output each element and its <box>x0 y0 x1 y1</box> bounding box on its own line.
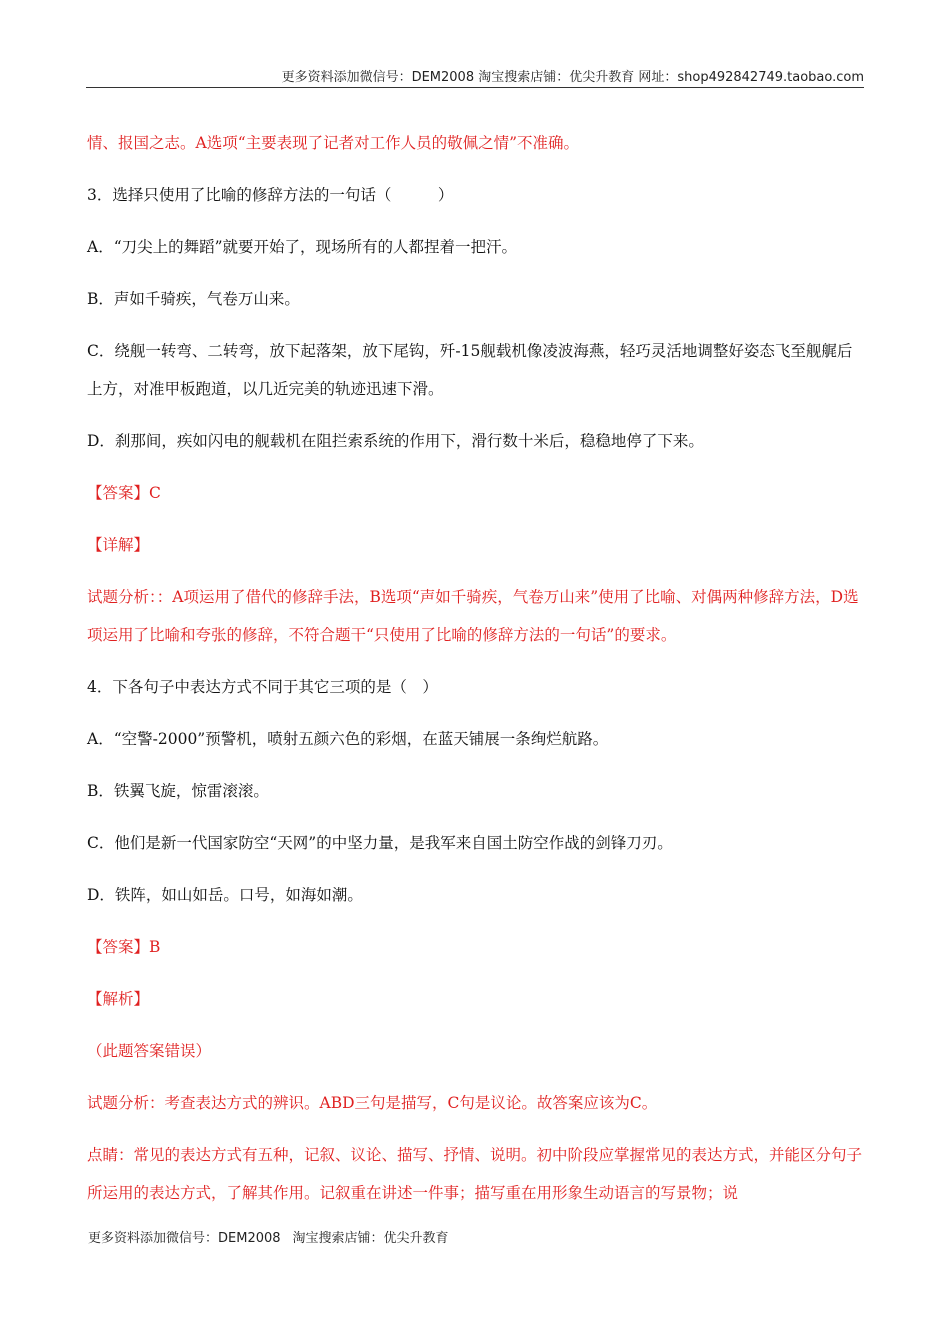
q4-points: 点睛：常见的表达方式有五种，记叙、议论、描写、抒情、说明。初中阶段应掌握常见的表达方式，并能区分句子所运用的表达方式，了解其作用。记叙重在讲述一件事；描写重在用形象生动语言的写景物；说 <box>87 1146 863 1202</box>
page-header: 更多资料添加微信号：DEM2008 淘宝搜索店铺：优尖升教育 网址：shop492842749.taobao.com <box>281 70 864 85</box>
q3-analysis: 试题分析：：A项运用了借代的修辞手法，B选项“声如千骑疾，气卷万山来”使用了比喻、对偶两种修辞方法，D选项运用了比喻和夸张的修辞，不符合题干“只使用了比喻的修辞方法的一句话”的要求。 <box>87 588 859 644</box>
q4-option-b: B．铁翼飞旋，惊雷滚滚。 <box>87 782 269 800</box>
q4-stem: 4．下各句子中表达方式不同于其它三项的是（ ） <box>87 678 438 696</box>
q4-option-a: A．“空警-2000”预警机，喷射五颜六色的彩烟，在蓝天铺展一条绚烂航路。 <box>87 730 609 748</box>
q4-answer: 【答案】B <box>87 938 161 956</box>
q3-option-d: D．刹那间，疾如闪电的舰载机在阻拦索系统的作用下，滑行数十米后，稳稳地停了下来。 <box>87 432 704 450</box>
q3-option-c: C．绕舰一转弯、二转弯，放下起落架，放下尾钩，歼-15舰载机像凌波海燕，轻巧灵活地调整好姿态飞至舰艉后上方，对准甲板跑道，以几近完美的轨迹迅速下滑。 <box>87 342 853 398</box>
q4-option-d: D．铁阵，如山如岳。口号，如海如潮。 <box>87 886 363 904</box>
q2-analysis-tail: 情、报国之志。A选项“主要表现了记者对工作人员的敬佩之情”不准确。 <box>87 134 580 152</box>
q3-answer: 【答案】C <box>87 484 161 502</box>
q3-option-a: A．“刀尖上的舞蹈”就要开始了，现场所有的人都捏着一把汗。 <box>87 238 518 256</box>
footer-shop: 淘宝搜索店铺：优尖升教育 <box>292 1231 449 1246</box>
header-divider <box>86 87 864 88</box>
q4-note: （此题答案错误） <box>87 1042 212 1060</box>
q3-option-b: B．声如千骑疾，气卷万山来。 <box>87 290 300 308</box>
page-footer <box>88 1227 449 1246</box>
q4-analysis-label: 【解析】 <box>87 990 150 1008</box>
footer-wechat: 更多资料添加微信号：DEM2008 <box>88 1231 281 1246</box>
q3-stem: 3．选择只使用了比喻的修辞方法的一句话（ ） <box>87 186 454 204</box>
document-body <box>87 124 862 1226</box>
q3-detail-label: 【详解】 <box>87 536 150 554</box>
q4-option-c: C．他们是新一代国家防空“天网”的中坚力量，是我军来自国土防空作战的剑锋刀刃。 <box>87 834 673 852</box>
q4-analysis: 试题分析：考查表达方式的辨识。ABD三句是描写，C句是议论。故答案应该为C。 <box>87 1094 658 1112</box>
